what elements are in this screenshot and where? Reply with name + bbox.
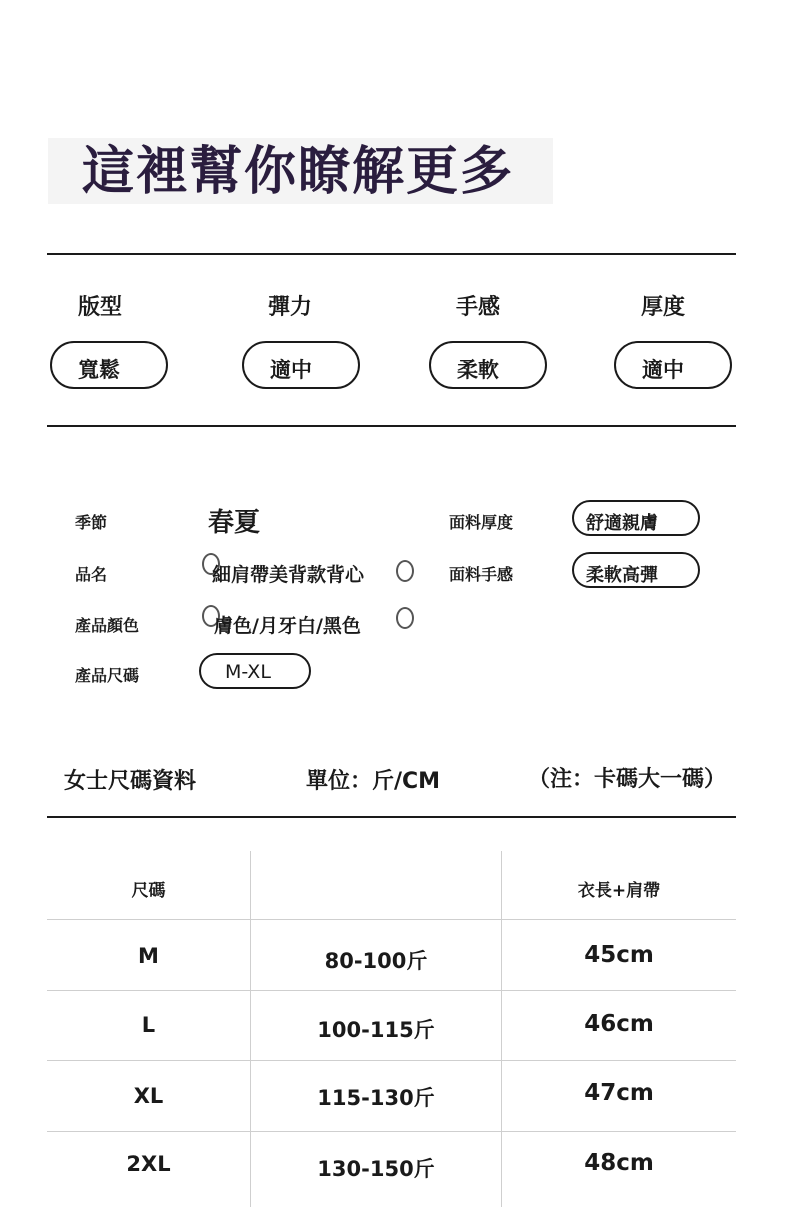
attr-label-elasticity: 彈力 (268, 295, 313, 320)
table-row-divider (47, 1131, 736, 1132)
attr-value-thickness: 適中 (642, 358, 684, 382)
table-cell-size: XL (133, 1084, 164, 1108)
product-color-value: 膚色/月牙白/黑色 (214, 615, 361, 637)
table-cell-length: 46cm (584, 1011, 654, 1037)
attr-label-fit: 版型 (78, 295, 123, 320)
table-cell-length: 48cm (584, 1150, 654, 1176)
page-title: 這裡幫你瞭解更多 (82, 142, 515, 202)
table-header-size: 尺碼 (131, 881, 166, 901)
attr-pill-feel (429, 341, 547, 389)
ring-decoration (396, 607, 414, 629)
product-size-label: 產品尺碼 (75, 666, 140, 685)
attr-label-feel: 手感 (456, 295, 501, 320)
fabric-feel-label: 面料手感 (449, 565, 514, 584)
table-header-length: 衣長+肩帶 (577, 881, 661, 901)
attr-pill-fit (50, 341, 168, 389)
attr-value-fit: 寬鬆 (78, 358, 120, 382)
size-chart-title: 女士尺碼資料 (64, 769, 197, 794)
table-cell-size: 2XL (126, 1152, 171, 1176)
table-cell-weight: 115-130斤 (317, 1086, 435, 1110)
table-cell-weight: 100-115斤 (317, 1018, 435, 1042)
table-cell-weight: 130-150斤 (317, 1157, 435, 1181)
fabric-feel-value: 柔軟高彈 (586, 565, 658, 586)
product-color-label: 產品顏色 (75, 616, 140, 635)
table-cell-length: 45cm (584, 942, 654, 968)
fabric-thickness-value: 舒適親膚 (586, 513, 658, 534)
attr-value-elasticity: 適中 (270, 358, 312, 382)
table-cell-size: M (138, 944, 159, 968)
table-cell-size: L (141, 1013, 156, 1037)
product-size-value: M-XL (225, 661, 271, 683)
table-row-divider (47, 1060, 736, 1061)
divider (47, 816, 736, 818)
table-cell-length: 47cm (584, 1080, 654, 1106)
attr-pill-elasticity (242, 341, 360, 389)
table-cell-weight: 80-100斤 (324, 949, 428, 973)
attr-value-feel: 柔軟 (457, 358, 499, 382)
fabric-thickness-label: 面料厚度 (449, 513, 514, 532)
fabric-thickness-tag (572, 500, 700, 536)
product-size-tag (199, 653, 311, 689)
size-chart-note: （注：卡碼大一碼） (528, 767, 727, 792)
attr-pill-thickness (614, 341, 732, 389)
table-row-divider (47, 990, 736, 991)
product-name-label: 品名 (75, 565, 108, 584)
season-value: 春夏 (208, 508, 261, 538)
season-label: 季節 (75, 513, 108, 532)
divider (47, 253, 736, 255)
divider (47, 425, 736, 427)
attr-label-thickness: 厚度 (641, 295, 686, 320)
table-row-divider (47, 919, 736, 920)
product-name-value: 細肩帶美背款背心 (212, 564, 365, 586)
ring-decoration (396, 560, 414, 582)
size-chart-unit: 單位：斤/CM (306, 769, 441, 794)
fabric-feel-tag (572, 552, 700, 588)
